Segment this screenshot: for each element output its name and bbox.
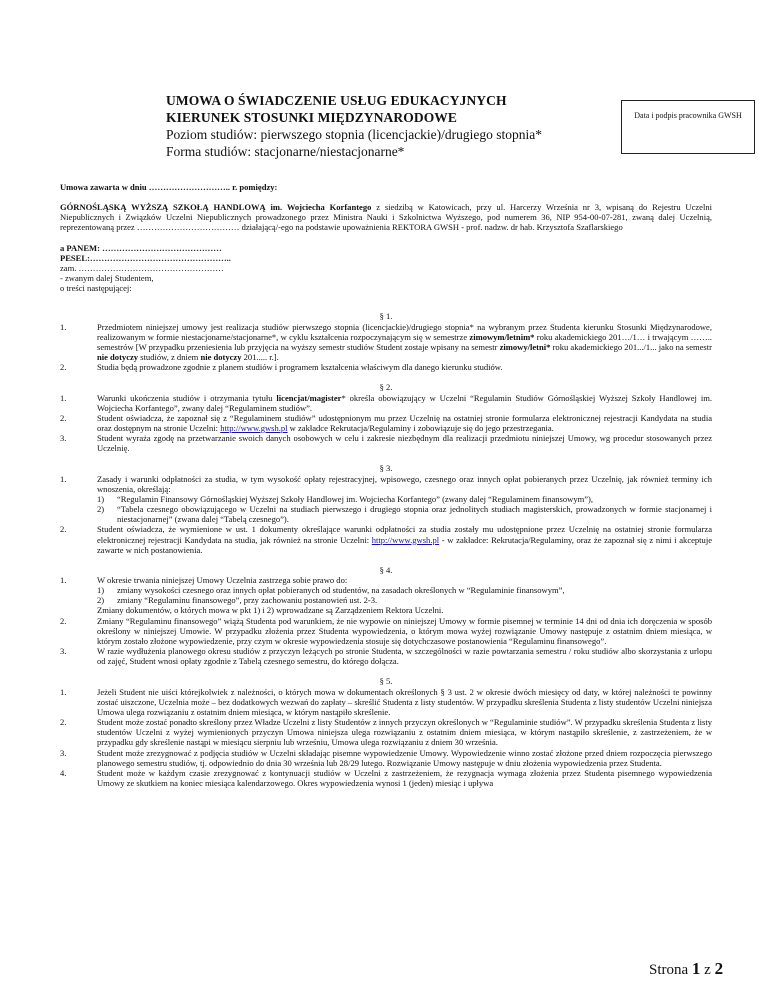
section-title: § 3. xyxy=(379,463,393,474)
list-item: 3. Student może zrezygnować z podjęcia studiów w Uczelni składając pisemne wypowiedzenie Umowy. Wypowiedzenie winno zostać złożone przed dniem rozpoczęcia pierwszego planowego semestru studiów, tj. odpowiednio do dnia 30 września lub 28/29 lutego. Rozwiązanie Umowy następuje w dniu złożenia wypowiedzenia przez Studenta. xyxy=(60,747,712,768)
list-item: 1. Zasady i warunki odpłatności za studia, w tym wysokość opłaty rejestracyjnej, wpisowego, czesnego oraz innych opłat pobieranych przez Uczelnię, jak również terminy ich wnoszenia, określają: 1) “Regulamin Finansowy Górnośląskiej Wyższej Szkoły Handlowej im. Wojciecha Korfantego” (zwany dalej “Regulaminem finansowym”), 2) “Tabela czesnego obowiązującego w Uczelni na studiach pierwszego i drugiego stopnia oraz jednolitych studiach magisterskich, prowadzonych w formie stacjonarnej i niestacjonarnej” (zwana dalej “Tabelą czesnego”). xyxy=(60,473,712,525)
contract-date-line: Umowa zawarta w dniu ……………………….. r. pomiędzy: xyxy=(60,182,278,192)
section-title: § 2. xyxy=(379,382,393,393)
list-item: 1. Jeżeli Student nie uiści którejkolwiek z należności, o których mowa w dokumentach określonych § 3 ust. 2 w okresie dwóch miesięcy od daty, w której należności te powinny zostać uiszczone, Uczelnia może – bez dodatkowych wezwań do zapłaty – skreślić Studenta z listy studentów. W przypadku skreślenia Studenta z listy studentów Uczelni niniejsza Umowa ulega rozwiązaniu z ostatnim dniem miesiąca, w którym nastąpiło skreślenie. xyxy=(60,686,712,717)
party-student: a PANEM: …………………………………… xyxy=(60,242,222,253)
list-item: 2. Zmiany “Regulaminu finansowego” wiążą Studenta pod warunkiem, że nie wypowie on niniejszej Umowy w formie pisemnej w terminie 14 dni od dnia ich doręczenia w sposób określony w niniejszej Umowie. W przypadku złożenia przez Studenta wypowiedzenia, o którym mowa wyżej rozwiązanie Umowy następuje z ostatnim dniem miesiąca, w którym zostało złożone wypowiedzenie, przy czym w okresie wypowiedzenia stosuje się dotychczasowe postanowienia “Regulaminu finansowego”. xyxy=(60,615,712,646)
university-link[interactable]: http://www.gwsh.pl xyxy=(220,422,288,433)
list-item: 1. Przedmiotem niniejszej umowy jest realizacja studiów pierwszego stopnia (licencjackie)/drugiego stopnia* na wybranym przez Studenta kierunku Stosunki Międzynarodowe, realizowanym w formie niestacjonarne/stacjonarne*, w cyklu kształcenia rozpoczynającym się w semestrze zimowym/letnim* roku akademickiego 201…/1… i trwającym …….. semestrów [W przypadku przeniesienia lub przyjęcia na wyższy semestr studiów Student zostaje wpisany na semestr zimowy/letni* roku akademickiego 201.../1... jako na semestr nie dotyczy studiów, z dniem nie dotyczy 201..... r.]. xyxy=(60,321,713,363)
field-of-study: KIERUNEK STOSUNKI MIĘDZYNARODOWE xyxy=(166,110,457,125)
list-item: 3. W razie wydłużenia planowego okresu studiów z przyczyn leżących po stronie Studenta, w szczególności w razie powtarzania semestru / roku studiów albo skorzystania z urlopu od zajęć, Student wnosi opłaty zgodnie z Tabelą czesnego semestru, do którego dołącza. xyxy=(60,646,712,667)
list-item: 2. Student może zostać ponadto skreślony przez Władze Uczelni z listy Studentów z innych przyczyn określonych w “Regulaminie studiów”. W przypadku skreślenia Studenta z listy studentów Uczelni z wyżej wymienionych przyczyn Umowa niniejsza ulega rozwiązaniu z ostatnim dniem miesiąca, w którym nastąpiło skreślenie, z zastrzeżeniem, że w przypadku gdy skreślenie nastąpi w miesiącu sierpniu lub wrześniu, Umowa ulega rozwiązaniu z dniem 30 września. xyxy=(60,717,712,748)
pesel-field: PESEL:………………………………………….. xyxy=(60,252,231,263)
section-title: § 1. xyxy=(379,311,393,322)
party-university: GÓRNOŚLĄSKĄ WYŻSZĄ SZKOŁĄ HANDLOWĄ im. Wojciecha Korfantego z siedzibą w Katowicach, przy ul. Harcerzy Września nr 3, wpisaną do Rejestru Uczelni Niepublicznych i Związków Uczelni Niepublicznych prowadzonego przez Ministra Nauki i Szkolnictwa Wyższego, pod numerem 36, NIP 954-00-07-281, zwaną dalej Uczelnią, reprezentowaną przez ……………………………… działającą/-ego na podstawie upoważnienia REKTORA GWSH - prof. nadzw. dr hab. Krzysztofa Szaflarskiego xyxy=(60,202,712,233)
page-number: Strona 1 z 2 xyxy=(649,959,724,978)
list-item: 2. Studia będą prowadzone zgodnie z planem studiów i programem kształcenia właściwym dla danego kierunku studiów. xyxy=(60,362,503,373)
list-item: 3. Student wyraża zgodę na przetwarzanie swoich danych osobowych w celu i zakresie niezbędnym dla realizacji przedmiotu niniejszej Umowy, wg procedur stosowanych przez Uczelnię. xyxy=(60,433,712,454)
university-link[interactable]: http://www.gwsh.pl xyxy=(371,534,440,545)
study-level: Poziom studiów: pierwszego stopnia (licencjackie)/drugiego stopnia* xyxy=(166,127,543,142)
contract-title: UMOWA O ŚWIADCZENIE USŁUG EDUKACYJNYCH xyxy=(166,93,507,108)
contract-body: Umowa zawarta w dniu ……………………….. r. pomiędzy: GÓRNOŚLĄSKĄ WYŻSZĄ SZKOŁĄ HANDLOWĄ im. Wojciecha Korfantego z siedzibą w Katowicach, przy ul. Harcerzy Września nr 3, wpisaną do Rejestru Uczelni Niepublicznych i Związków Uczelni Niepublicznych prowadzonego przez Ministra Nauki i Szkolnictwa Wyższego, pod numerem 36, NIP 954-00-07-281, zwaną dalej Uczelnią, reprezentowaną przez ……………………………… działającą/-ego na podstawie upoważnienia REKTORA GWSH - prof. nadzw. dr hab. Krzysztofa Szaflarskiego a PANEM: …………………………………… PESEL:………………………………………….. zam. …………………………………………… - zwanym dalej Studentem, o treści następującej: § 1. 1. Przedmiotem niniejszej umowy jest realizacja studiów pierwszego stopnia (licencjackie)/drugiego stopnia* na wybranym przez Studenta kierunku Stosunki Międzynarodowe, realizowanym w formie niestacjonarne/stacjonarne*, w cyklu kształcenia rozpoczynającym się w semestrze zimowym/letnim* roku akademickiego 201…/1… i trwającym …….. semestrów [W przypadku przeniesienia lub przyjęcia na wyższy semestr studiów Student zostaje wpisany na semestr zimowy/letni* roku akademickiego 201.../1... jako na semestr nie dotyczy studiów, z dniem nie dotyczy 201..... r.]. 2. Studia będą prowadzone zgodnie z planem studiów i programem kształcenia właściwym dla danego kierunku studiów. § 2. 1. Warunki ukończenia studiów i otrzymania tytułu licencjat/magister* określa obowiązujący w Uczelni “Regulamin Studiów Górnośląskiej Wyższej Szkoły Handlowej im. Wojciecha Korfantego”, zwany dalej “Regulaminem studiów”. 2. Student oświadcza, że zapoznał się z “Regulaminem studiów” udostępnionym mu przez Uczelnię na ostatniej stronie formularza elektronicznej rejestracji Kandydata na studia oraz dostępnym na stronie Uczelni: http://www.gwsh.pl w zakładce Rekrutacja/Regulaminy i zobowiązuje się do jego przestrzegania. 3. Student wyraża zgodę na przetwarzanie swoich danych osobowych w celu i zakresie niezbędnym dla realizacji przedmiotu niniejszej Umowy, wg procedur stosowanych przez Uczelnię. § 3. 1. Zasady i warunki odpłatności za studia, w tym wysokość opłaty rejestracyjnej, wpisowego, czesnego oraz innych opłat pobieranych przez Uczelnię, jak również terminy ich wnoszenia, określają: 1) “Regulamin Finansowy Górnośląskiej Wyższej Szkoły Handlowej im. Wojciecha Korfantego” (zwany dalej “Regulaminem finansowym”), 2) “Tabela czesnego obowiązującego w Uczelni na studiach pierwszego i drugiego stopnia oraz jednolitych studiach magisterskich, prowadzonych w formie stacjonarnej i niestacjonarnej” (zwana dalej “Tabelą czesnego”). 2. Student oświadcza, że wymienione w ust. 1 dokumenty określające warunki odpłatności za studia zostały mu udostępnione przez Uczelnię na ostatniej stronie formularza elektronicznej rejestracji Kandydata na studia, jak również na stronie Uczelni: http://www.gwsh.pl - w zakładce: Rekrutacja/Regulaminy, oraz że zapoznał się z nimi i akceptuje zawarte w nich postanowienia. § 4. 1. W okresie trwania niniejszej Umowy Uczelnia zastrzega sobie prawo do: 1) zmiany wysokości czesnego oraz innych opłat pobieranych od studentów, na zasadach określonych w “Regulaminie finansowym”, 2) zmiany “Regulaminu finansowego”, przy zachowaniu postanowień ust. 2-3. Zmiany dokumentów, o których mowa w pkt 1) i 2) wprowadzane są Zarządzeniem Rektora Uczelni. 2. Zmiany “Regulaminu finansowego” wiążą Studenta pod warunkiem, że nie wypowie on niniejszej Umowy w formie pisemnej w terminie 14 dni od dnia ich doręczenia w sposób określony w niniejszej Umowie. W przypadku złożenia przez Studenta wypowiedzenia, o którym mowa wyżej rozwiązanie Umowy następuje z ostatnim dniem miesiąca, w którym zostało złożone wypowiedzenie, przy czym w okresie wypowiedzenia stosuje się dotychczasowe postanowienia “Regulaminu finansowego”. 3. W razie wydłużenia planowego okresu studiów z przyczyn leżących po stronie Studenta, w szczególności w razie powtarzania semestru / roku studiów albo skorzystania z urlopu od zajęć, Student wnosi opłaty zgodnie z Tabelą czesnego semestru, do którego dołącza. § 5. 1. Jeżeli Student nie uiści którejkolwiek z należności, o których mowa w dokumentach określonych § 3 ust. 2 w okresie dwóch miesięcy od daty, w której należności te powinny zostać uiszczone, Uczelnia może – bez dodatkowych wezwań do zapłaty – skreślić Studenta z listy studentów. W przypadku skreślenia Studenta z listy studentów Uczelni niniejsza Umowa ulega rozwiązaniu z ostatnim dniem miesiąca, w którym nastąpiło skreślenie. 2. Student może zostać ponadto skreślony przez Władze Uczelni z listy Studentów z innych przyczyn określonych w “Regulaminie studiów”. W przypadku skreślenia Studenta z listy studentów Uczelni z wyżej wymienionych przyczyn Umowa niniejsza ulega rozwiązaniu z ostatnim dniem miesiąca, w którym nastąpiło skreślenie, z zastrzeżeniem, że w przypadku gdy skreślenie nastąpi w miesiącu sierpniu lub wrześniu, Umowa ulega rozwiązaniu z dniem 30 września. 3. Student może zrezygnować z podjęcia studiów w Uczelni składając pisemne wypowiedzenie Umowy. Wypowiedzenie winno zostać złożone przed dniem rozpoczęcia pierwszego planowego semestru studiów, tj. odpowiednio do dnia 30 września lub 28/29 lutego. Rozwiązanie Umowy następuje w dniu złożenia wypowiedzenia przez Studenta. 4. Student może w każdym czasie zrezygnować z kontynuacji studiów w Uczelni z zastrzeżeniem, że rezygnacja wymaga złożenia przez Studenta pisemnego wypowiedzenia Umowy ze skutkiem na koniec miesiąca kalendarzowego. Okres wypowiedzenia wynosi 1 (jeden) miesiąc i upływa xyxy=(60,182,713,788)
list-item: 1. W okresie trwania niniejszej Umowy Uczelnia zastrzega sobie prawo do: 1) zmiany wysokości czesnego oraz innych opłat pobieranych od studentów, na zasadach określonych w “Regulaminie finansowym”, 2) zmiany “Regulaminu finansowego”, przy zachowaniu postanowień ust. 2-3. Zmiany dokumentów, o których mowa w pkt 1) i 2) wprowadzane są Zarządzeniem Rektora Uczelni. xyxy=(60,575,565,616)
staff-signature-box: Data i podpis pracownika GWSH xyxy=(621,100,755,154)
document-header xyxy=(166,92,606,160)
list-item: 1. Warunki ukończenia studiów i otrzymania tytułu licencjat/magister* określa obowiązujący w Uczelni “Regulamin Studiów Górnośląskiej Wyższej Szkoły Handlowej im. Wojciecha Korfantego”, zwany dalej “Regulaminem studiów”. xyxy=(60,392,712,413)
study-form: Forma studiów: stacjonarne/niestacjonarne* xyxy=(166,144,405,159)
list-item: 4. Student może w każdym czasie zrezygnować z kontynuacji studiów w Uczelni z zastrzeżeniem, że rezygnacja wymaga złożenia przez Studenta pisemnego wypowiedzenia Umowy ze skutkiem na koniec miesiąca kalendarzowego. Okres wypowiedzenia wynosi 1 (jeden) miesiąc i upływa xyxy=(60,767,712,788)
section-title: § 5. xyxy=(379,676,393,687)
list-item: 2. Student oświadcza, że wymienione w ust. 1 dokumenty określające warunki odpłatności za studia zostały mu udostępnione przez Uczelnię na ostatniej stronie formularza elektronicznej rejestracji Kandydata na studia, jak również na stronie Uczelni: http://www.gwsh.pl - w zakładce: Rekrutacja/Regulaminy, oraz że zapoznał się z nimi i akceptuje zawarte w nich postanowienia. xyxy=(60,524,712,555)
section-title: § 4. xyxy=(379,564,393,575)
list-item: 2. Student oświadcza, że zapoznał się z “Regulaminem studiów” udostępnionym mu przez Uczelnię na ostatniej stronie formularza elektronicznej rejestracji Kandydata na studia oraz dostępnym na stronie Uczelni: http://www.gwsh.pl w zakładce Rekrutacja/Regulaminy i zobowiązuje się do jego przestrzegania. xyxy=(60,412,712,433)
address-field: zam. …………………………………………… xyxy=(60,262,224,273)
